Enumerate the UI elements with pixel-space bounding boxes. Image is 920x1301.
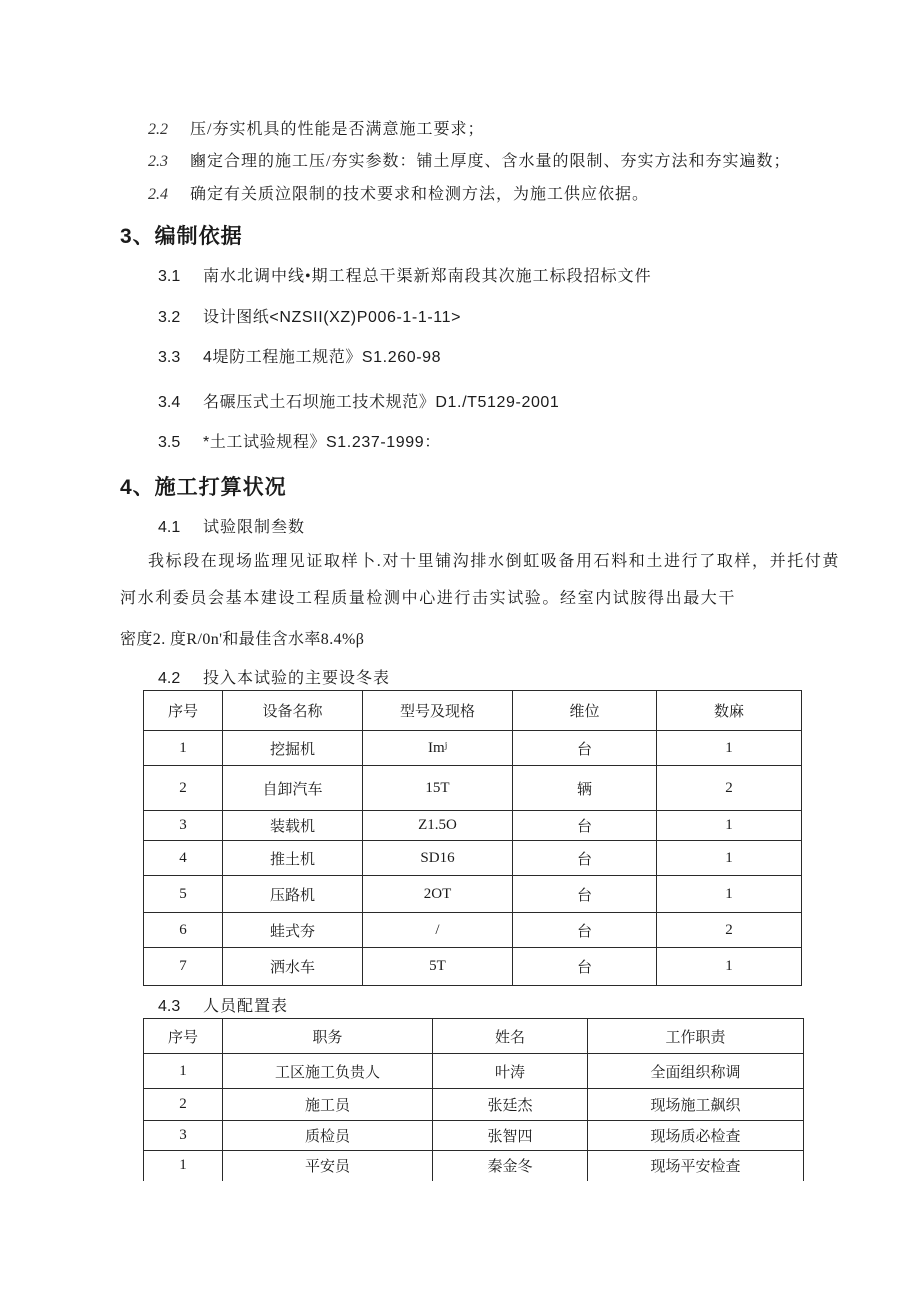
table-cell: 张智四 (433, 1121, 588, 1151)
table-cell: 台 (513, 811, 657, 841)
item-4-3 (158, 997, 288, 1017)
header-cell: 工作职责 (588, 1019, 804, 1054)
table-cell: 3 (144, 1121, 223, 1151)
table-row (144, 841, 802, 876)
item-text: 4堤防工程施工规范》S1.260-98 (203, 349, 442, 366)
table-cell: 5T (363, 948, 513, 986)
table-row (144, 913, 802, 948)
table-cell: 1 (144, 1151, 223, 1181)
item-number: 4.3 (158, 998, 181, 1015)
table-cell: 4 (144, 841, 223, 876)
item-3-2 (158, 308, 461, 328)
table-cell: 1 (144, 731, 223, 766)
table-cell: 推土机 (223, 841, 363, 876)
table-row (144, 731, 802, 766)
table-cell: 1 (657, 841, 802, 876)
table-cell: 挖掘机 (223, 731, 363, 766)
table-cell: 1 (657, 948, 802, 986)
table-row (144, 766, 802, 811)
table-cell: 台 (513, 876, 657, 913)
table-cell: 台 (513, 913, 657, 948)
section-3-heading: 3、编制依据 (120, 225, 243, 248)
table-cell: 平安员 (223, 1151, 433, 1181)
paragraph-line-1: 我标段在现场监理见证取样卜.对十里铺沟排水倒虹吸备用石料和土进行了取样，并托付黄 (148, 553, 841, 570)
table-cell: 2OT (363, 876, 513, 913)
equipment-table (143, 690, 802, 986)
table-row (144, 1054, 804, 1089)
item-number: 3.1 (158, 268, 181, 285)
table-cell: 叶涛 (433, 1054, 588, 1089)
item-text: 名碾压式土石坝施工技术规范》D1./T5129-2001 (203, 394, 560, 411)
header-cell: 维位 (513, 691, 657, 731)
paragraph-line-2: 河水利委员会基本建设工程质量检测中心进行击实试验。经室内试胺得出最大干 (120, 590, 737, 607)
section-4-heading: 4、施工打算状况 (120, 476, 287, 499)
item-3-1 (158, 267, 652, 287)
table-cell: 现场施工飙织 (588, 1089, 804, 1121)
table-row (144, 1089, 804, 1121)
item-number: 3.3 (158, 349, 181, 366)
item-2-3 (148, 152, 790, 172)
table-cell: 1 (657, 876, 802, 913)
table-cell: Z1.5O (363, 811, 513, 841)
item-text: 人员配置表 (203, 998, 289, 1015)
table-cell: 台 (513, 948, 657, 986)
table-row (144, 876, 802, 913)
item-text: *土工试验规程》S1.237-1999： (203, 434, 441, 451)
table-cell: 全面组织称调 (588, 1054, 804, 1089)
item-text: 豳定合理的施工压/夯实参数：铺土厚度、含水量的限制、夯实方法和夯实遍数； (190, 153, 791, 170)
item-4-2 (158, 669, 390, 689)
item-3-4 (158, 393, 559, 413)
header-cell: 数麻 (657, 691, 802, 731)
header-cell: 职务 (223, 1019, 433, 1054)
table-row (144, 948, 802, 986)
item-text: 确定有关质泣限制的技术要求和检测方法，为施工供应依据。 (190, 186, 650, 203)
table-cell: 6 (144, 913, 223, 948)
item-3-3 (158, 348, 441, 368)
item-number: 2.2 (148, 121, 168, 138)
table-cell: 洒水车 (223, 948, 363, 986)
table-cell: 现场平安检查 (588, 1151, 804, 1181)
item-text: 试验限制叁数 (203, 519, 306, 536)
table-cell: 5 (144, 876, 223, 913)
table-cell: 工区施工负贵人 (223, 1054, 433, 1089)
table-cell: 现场质必检查 (588, 1121, 804, 1151)
table-cell: 装载机 (223, 811, 363, 841)
table-cell: 张廷杰 (433, 1089, 588, 1121)
item-2-2 (148, 120, 484, 140)
staff-table (143, 1018, 804, 1181)
item-text: 南水北调中线•期工程总干渠新郑南段其次施工标段招标文件 (203, 268, 652, 285)
table-cell: 压路机 (223, 876, 363, 913)
table-cell: 2 (144, 1089, 223, 1121)
table-cell: / (363, 913, 513, 948)
item-text: 投入本试验的主要设冬表 (203, 670, 391, 687)
table-cell: 施工员 (223, 1089, 433, 1121)
item-3-5 (158, 433, 441, 453)
table-cell: 15T (363, 766, 513, 811)
table-cell: 秦金冬 (433, 1151, 588, 1181)
item-4-1 (158, 518, 305, 538)
table-cell: 蛙式夯 (223, 913, 363, 948)
item-text: 设计图纸<NZSII(XZ)P006-1-1-11> (203, 309, 462, 326)
header-cell: 设备名称 (223, 691, 363, 731)
table-cell: 2 (657, 766, 802, 811)
table-cell: 台 (513, 841, 657, 876)
table-cell: 2 (144, 766, 223, 811)
table-cell: 辆 (513, 766, 657, 811)
item-text: 压/夯实机具的性能是否满意施工要求； (190, 121, 485, 138)
table-cell: 3 (144, 811, 223, 841)
item-number: 4.1 (158, 519, 181, 536)
table-cell: 7 (144, 948, 223, 986)
item-2-4 (148, 185, 649, 205)
item-number: 2.3 (148, 153, 168, 170)
table-cell: 1 (144, 1054, 223, 1089)
item-number: 4.2 (158, 670, 181, 687)
item-number: 3.4 (158, 394, 181, 411)
table-row (144, 1151, 804, 1181)
table-cell: 自卸汽车 (223, 766, 363, 811)
header-cell: 姓名 (433, 1019, 588, 1054)
table-cell: SD16 (363, 841, 513, 876)
table-cell: 2 (657, 913, 802, 948)
table-cell: Imʲ (363, 731, 513, 766)
table-cell: 1 (657, 731, 802, 766)
item-number: 2.4 (148, 186, 168, 203)
table-header-row (144, 1019, 804, 1054)
paragraph-line-3: 密度2. 度R/0n'和最佳含水率8.4%β (120, 631, 365, 648)
table-row (144, 811, 802, 841)
table-cell: 1 (657, 811, 802, 841)
table-cell: 台 (513, 731, 657, 766)
table-row (144, 1121, 804, 1151)
item-number: 3.5 (158, 434, 181, 451)
header-cell: 型号及现格 (363, 691, 513, 731)
table-header-row (144, 691, 802, 731)
header-cell: 序号 (144, 1019, 223, 1054)
item-number: 3.2 (158, 309, 181, 326)
table-cell: 质检员 (223, 1121, 433, 1151)
header-cell: 序号 (144, 691, 223, 731)
